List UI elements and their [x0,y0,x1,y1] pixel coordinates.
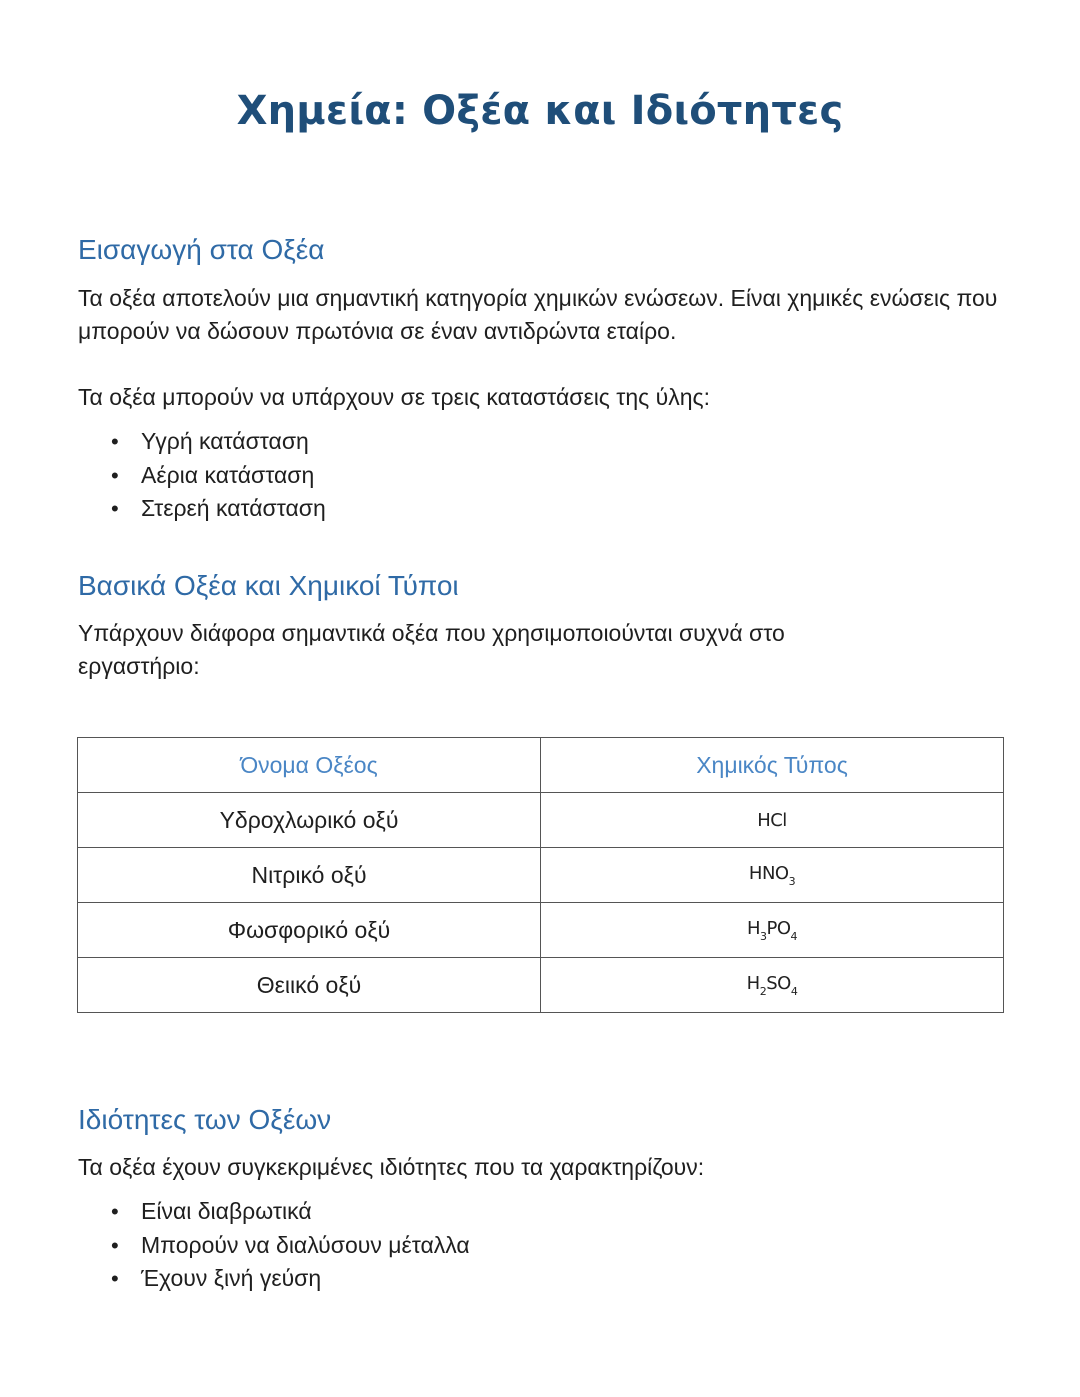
formula-text: SO [766,972,791,994]
list-item: • Αέρια κατάσταση [78,459,326,493]
formula-text: H [746,917,760,939]
table-row [78,958,1004,1013]
column-header-formula: Χημικός Τύπος [541,738,1004,793]
acid-name-cell: Φωσφορικό οξύ [78,903,541,958]
states-list [78,425,326,526]
list-item: • Υγρή κατάσταση [78,425,326,459]
list-item: • Μπορούν να διαλύσουν μέταλλα [78,1229,470,1263]
formula-text: H [746,972,760,994]
chemical-formula-cell [541,848,1004,903]
table-header-row [78,738,1004,793]
intro-heading: Εισαγωγή στα Οξέα [78,234,325,265]
formula-subscript: 4 [790,984,798,998]
table-row [78,848,1004,903]
acids-table [77,737,1004,1013]
acid-name-cell: Θειικό οξύ [78,958,541,1013]
page-title: Χημεία: Οξέα και Ιδιότητες [236,88,844,134]
properties-paragraph: Τα οξέα έχουν συγκεκριμένες ιδιότητες που τα χαρακτηρίζουν: [78,1154,705,1180]
acid-name-cell: Υδροχλωρικό οξύ [78,793,541,848]
table-row [78,903,1004,958]
properties-list [78,1195,470,1296]
basic-acids-paragraph: Υπάρχουν διάφορα σημαντικά οξέα που χρησιμοποιούνται συχνά στο εργαστήριο: [78,620,785,679]
table-row [78,793,1004,848]
basic-acids-heading: Βασικά Οξέα και Χημικοί Τύποι [78,570,459,601]
properties-heading: Ιδιότητες των Οξέων [78,1104,332,1135]
list-item: • Στερεή κατάσταση [78,492,326,526]
formula-subscript: 3 [760,929,767,943]
intro-paragraph: Τα οξέα αποτελούν μια σημαντική κατηγορία χημικών ενώσεων. Είναι χημικές ενώσεις που μπορούν να δώσουν πρωτόνια σε έναν αντιδρώντα εταίρο. [78,285,998,344]
formula-subscript: 3 [788,874,796,888]
acid-name-cell: Νιτρικό οξύ [78,848,541,903]
formula-subscript: 4 [790,929,798,943]
states-intro: Τα οξέα μπορούν να υπάρχουν σε τρεις καταστάσεις της ύλης: [78,384,710,410]
column-header-name: Όνομα Οξέος [78,738,541,793]
formula-text: HCl [757,809,787,831]
chemical-formula-cell [541,793,1004,848]
chemical-formula-cell [541,903,1004,958]
chemical-formula-cell [541,958,1004,1013]
list-item: • Είναι διαβρωτικά [78,1195,470,1229]
formula-text: HNO [748,862,789,884]
formula-subscript: 2 [759,984,767,998]
list-item: • Έχουν ξινή γεύση [78,1262,470,1296]
formula-text: PO [766,917,791,939]
